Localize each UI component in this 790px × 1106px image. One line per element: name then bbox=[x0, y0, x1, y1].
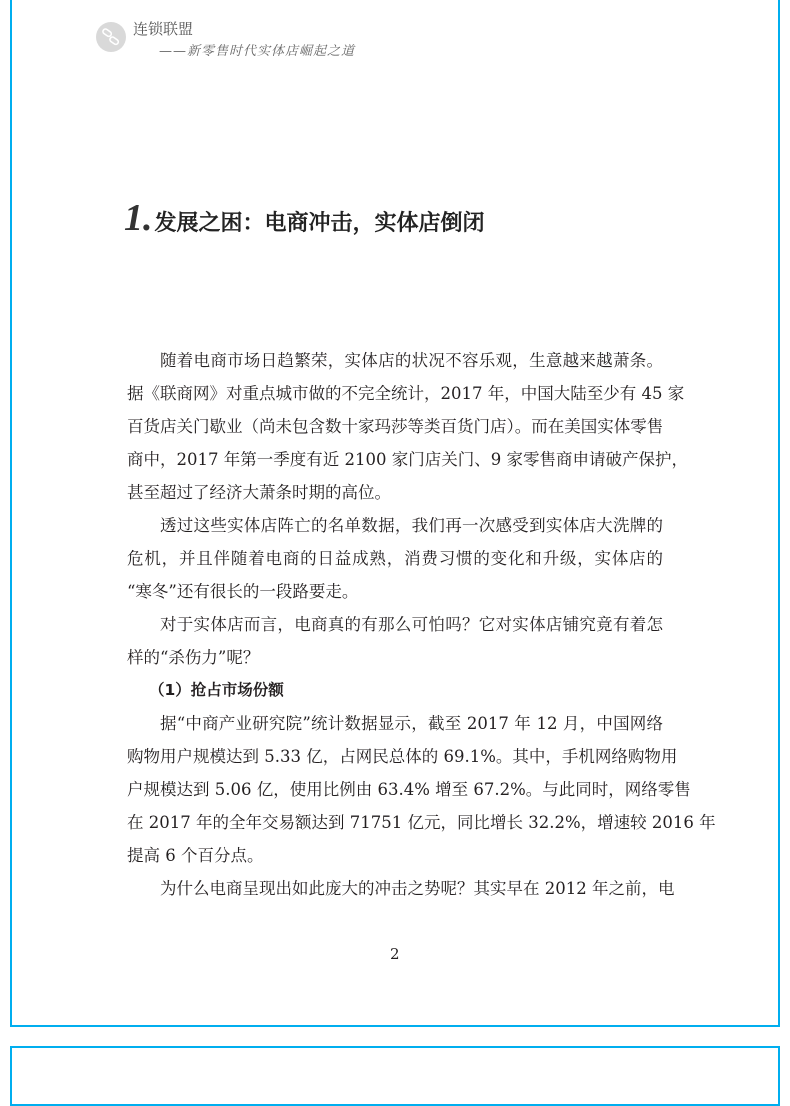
body-text bbox=[127, 344, 716, 905]
text-line: 购物用户规模达到 5.33 亿，占网民总体的 69.1%。其中，手机网络购物用 bbox=[127, 747, 678, 766]
text-line: 甚至超过了经济大萧条时期的高位。 bbox=[127, 483, 391, 502]
section-title: 发展之困：电商冲击，实体店倒闭 bbox=[154, 211, 485, 236]
text-line: 提高 6 个百分点。 bbox=[127, 846, 264, 865]
text-line: “寒冬”还有很长的一段路要走。 bbox=[127, 582, 359, 601]
page-number: 2 bbox=[390, 945, 400, 963]
text-line: 危机，并且伴随着电商的日益成熟，消费习惯的变化和升级，实体店的 bbox=[127, 549, 663, 568]
text-line: 户规模达到 5.06 亿，使用比例由 63.4% 增至 67.2%。与此同时，网络零售 bbox=[127, 780, 691, 799]
chain-link-icon bbox=[96, 22, 126, 52]
text-line: 透过这些实体店阵亡的名单数据，我们再一次感受到实体店大洗牌的 bbox=[160, 516, 663, 535]
text-line: 商中，2017 年第一季度有近 2100 家门店关门、9 家零售商申请破产保护， bbox=[127, 450, 688, 469]
text-line: 随着电商市场日趋繁荣，实体店的状况不容乐观，生意越来越萧条。 bbox=[160, 351, 663, 370]
section-heading bbox=[124, 196, 485, 240]
book-title: 连锁联盟 bbox=[133, 20, 194, 38]
section-number: 1. bbox=[124, 197, 153, 239]
text-line: 据《联商网》对重点城市做的不完全统计，2017 年，中国大陆至少有 45 家 bbox=[127, 384, 685, 403]
text-line: 在 2017 年的全年交易额达到 71751 亿元，同比增长 32.2%，增速较 2016 年 bbox=[127, 813, 716, 832]
text-line: 百货店关门歇业（尚未包含数十家玛莎等类百货门店）。而在美国实体零售 bbox=[127, 417, 664, 436]
text-line: 样的“杀伤力”呢？ bbox=[127, 648, 260, 667]
book-subtitle: ——新零售时代实体店崛起之道 bbox=[159, 44, 356, 59]
subheading: （1）抢占市场份额 bbox=[149, 681, 284, 699]
text-line: 据“中商产业研究院”统计数据显示，截至 2017 年 12 月，中国网络 bbox=[160, 714, 663, 733]
next-page-frame bbox=[10, 1046, 780, 1106]
text-line: 对于实体店而言，电商真的有那么可怕吗？它对实体店铺究竟有着怎 bbox=[160, 615, 663, 634]
text-line: 为什么电商呈现出如此庞大的冲击之势呢？其实早在 2012 年之前，电 bbox=[160, 879, 675, 898]
